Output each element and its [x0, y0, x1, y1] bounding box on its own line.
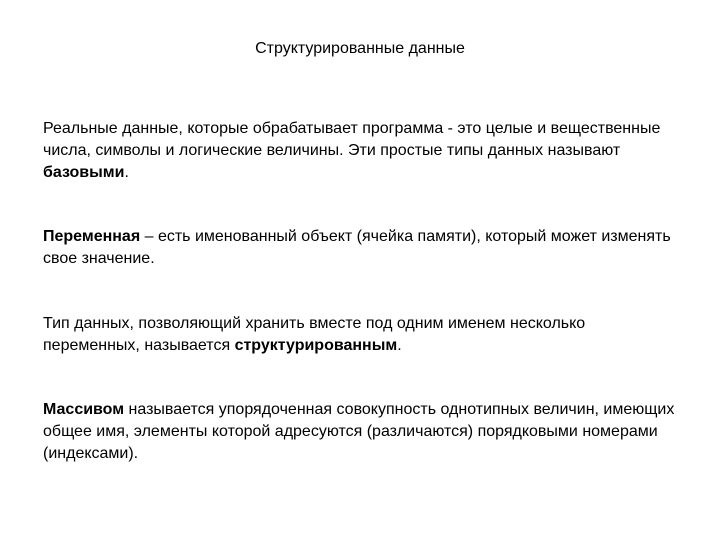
paragraph-text: – есть именованный объект (ячейка памяти), который может изменять свое значение. — [43, 228, 671, 267]
paragraph-text: называется упорядоченная совокупность однотипных величин, имеющих общее имя, элементы которой адресуются (различаются) порядковыми номерами (индексами). — [43, 401, 675, 462]
paragraph-array — [43, 399, 683, 465]
paragraph-text: Реальные данные, которые обрабатывает программа - это целые и вещественные числа, символы и логические величины. Эти простые типы данных называют — [43, 120, 661, 159]
paragraph-structured-type — [43, 313, 683, 357]
paragraph-end: . — [124, 164, 129, 181]
term-base: базовыми — [43, 164, 125, 181]
paragraph-end: . — [397, 337, 402, 354]
slide-title-text: Структурированные данные — [255, 40, 465, 57]
term-array: Массивом — [43, 401, 125, 418]
paragraph-base-types — [43, 118, 683, 184]
paragraph-text: Тип данных, позволяющий хранить вместе под одним именем несколько переменных, называется — [43, 315, 586, 354]
term-structured: структурированным — [234, 337, 398, 354]
term-variable: Переменная — [43, 228, 141, 245]
paragraph-variable — [43, 226, 683, 270]
slide-title — [0, 39, 720, 59]
